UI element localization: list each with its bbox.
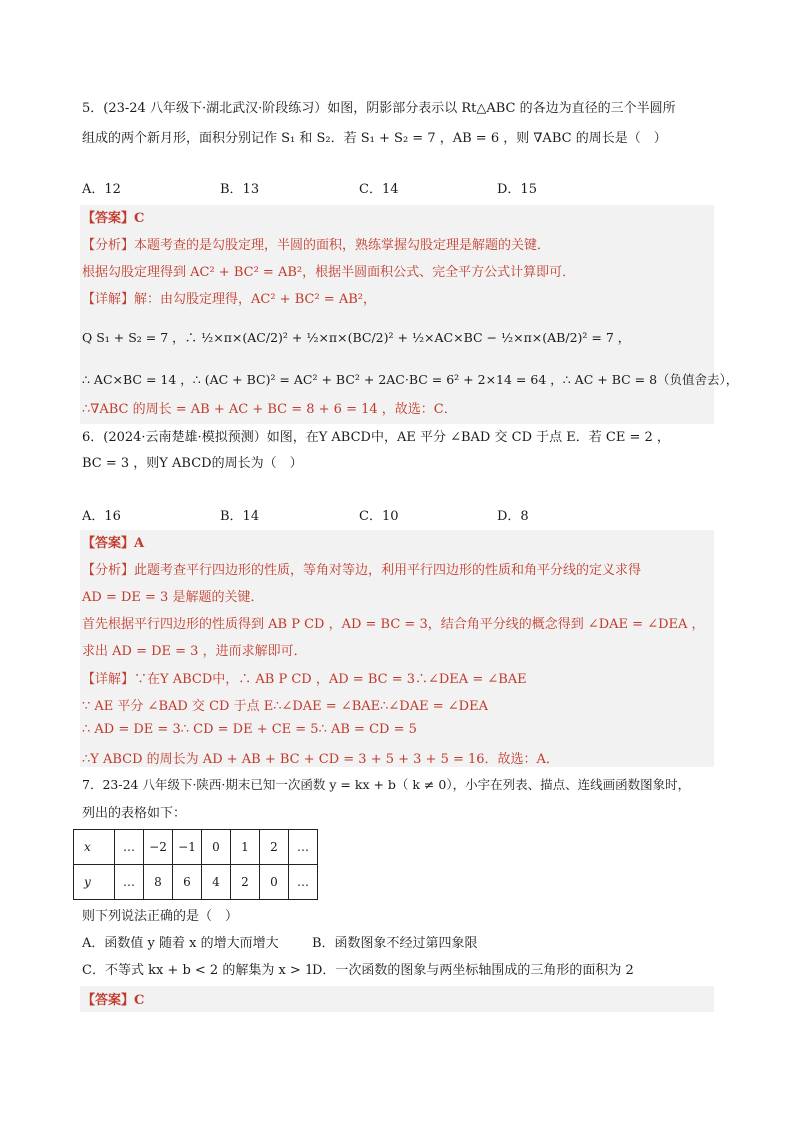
q5-detail-line3: ∴ AC×BC = 14 ，∴ (AC + BC)² = AC² + BC² + 2AC·BC = 6² + 2×14 = 64 ，∴ AC + BC = 8（负值舍去）， (82, 372, 739, 387)
q5-analysis-line1: 【分析】本题考查的是勾股定理，半圆的面积，熟练掌握勾股定理是解题的关键． (82, 238, 551, 253)
table-cell: 2 (231, 865, 260, 900)
table-cell: 0 (260, 865, 289, 900)
q7-option-b: B．函数图象不经过第四象限 (312, 936, 478, 951)
table-row (74, 865, 318, 900)
q5-option-b: B．13 (220, 182, 260, 197)
table-cell: … (289, 830, 318, 865)
q6-option-a: A．16 (82, 509, 121, 524)
q6-option-c: C．10 (359, 509, 399, 524)
table-cell: … (115, 865, 144, 900)
q6-analysis-line1: 【分析】此题考查平行四边形的性质，等角对等边，利用平行四边形的性质和角平分线的定义求得 (82, 563, 642, 578)
table-cell: 0 (202, 830, 231, 865)
q5-stem-line1: 5．(23-24 八年级下·湖北武汉·阶段练习）如图，阴影部分表示以 Rt△ABC 的各边为直径的三个半圆所 (82, 101, 676, 116)
table-cell: 2 (260, 830, 289, 865)
q5-option-d: D．15 (497, 182, 537, 197)
table-row (74, 830, 318, 865)
q5-option-c: C．14 (359, 182, 399, 197)
table-cell: −1 (173, 830, 202, 865)
q7-prompt: 则下列说法正确的是（ ） (82, 909, 239, 924)
q6-detail-line3: ∴ AD = DE = 3∴ CD = DE + CE = 5∴ AB = CD = 5 (82, 722, 417, 737)
q6-analysis-line3: 首先根据平行四边形的性质得到 AB P CD ，AD = BC = 3，结合角平分线的概念得到 ∠DAE = ∠DEA ， (82, 617, 705, 632)
q7-option-c: C．不等式 kx + b < 2 的解集为 x > 1 (82, 963, 314, 978)
q6-detail-line4: ∴Y ABCD 的周长为 AD + AB + BC + CD = 3 + 5 + 3 + 5 = 16．故选：A． (82, 752, 559, 767)
q7-stem-line1: 7．23-24 八年级下·陕西·期末已知一次函数 y = kx + b（ k ≠ 0），小宇在列表、描点、连线画函数图象时， (82, 777, 691, 792)
q7-option-d: D．一次函数的图象与两坐标轴围成的三角形的面积为 2 (312, 963, 634, 978)
table-cell: x (74, 830, 115, 865)
q6-detail-line1: 【详解】∵在Y ABCD中，∴ AB P CD ，AD = BC = 3∴∠DEA = ∠BAE (82, 672, 527, 687)
table-cell: 8 (144, 865, 173, 900)
table-cell: … (115, 830, 144, 865)
table-cell: … (289, 865, 318, 900)
table-cell: y (74, 865, 115, 900)
q5-answer: 【答案】C (82, 211, 145, 226)
q6-analysis-line4: 求出 AD = DE = 3 ，进而求解即可． (82, 644, 307, 659)
q5-stem-line2: 组成的两个新月形，面积分别记作 S₁ 和 S₂．若 S₁ + S₂ = 7 ，AB = 6 ，则 ∇ABC 的周长是（ ） (82, 131, 667, 146)
q6-detail-line2: ∵ AE 平分 ∠BAD 交 CD 于点 E∴∠DAE = ∠BAE∴∠DAE = ∠DEA (82, 699, 488, 714)
q7-stem-line2: 列出的表格如下： (82, 806, 187, 821)
q6-analysis-line2: AD = DE = 3 是解题的关键． (82, 590, 264, 605)
q7-value-table (73, 829, 318, 900)
table-cell: 6 (173, 865, 202, 900)
q7-solution-box (80, 986, 714, 1012)
q5-detail-line2: Q S₁ + S₂ = 7 ，∴ ½×π×(AC/2)² + ½×π×(BC/2)² + ½×AC×BC − ½×π×(AB/2)² = 7 ， (82, 330, 631, 345)
q7-answer: 【答案】C (82, 993, 145, 1008)
q6-option-d: D．8 (497, 509, 529, 524)
q6-option-b: B．14 (220, 509, 260, 524)
q7-option-a: A．函数值 y 随着 x 的增大而增大 (82, 936, 279, 951)
q5-option-a: A．12 (82, 182, 121, 197)
table-cell: 1 (231, 830, 260, 865)
q6-stem-line2: BC = 3 ，则Y ABCD的周长为（ ） (82, 456, 303, 471)
q6-answer: 【答案】A (82, 536, 145, 551)
q5-detail-line4: ∴∇ABC 的周长 = AB + AC + BC = 8 + 6 = 14 ，故选：C． (82, 402, 457, 417)
q5-detail-line1: 【详解】解：由勾股定理得，AC² + BC² = AB²， (82, 292, 376, 307)
table-cell: −2 (144, 830, 173, 865)
q6-stem-line1: 6．(2024·云南楚雄·模拟预测）如图，在Y ABCD中，AE 平分 ∠BAD 交 CD 于点 E．若 CE = 2 ， (82, 430, 670, 445)
table-cell: 4 (202, 865, 231, 900)
q5-analysis-line2: 根据勾股定理得到 AC² + BC² = AB²，根据半圆面积公式、完全平方公式计算即可． (82, 265, 576, 280)
